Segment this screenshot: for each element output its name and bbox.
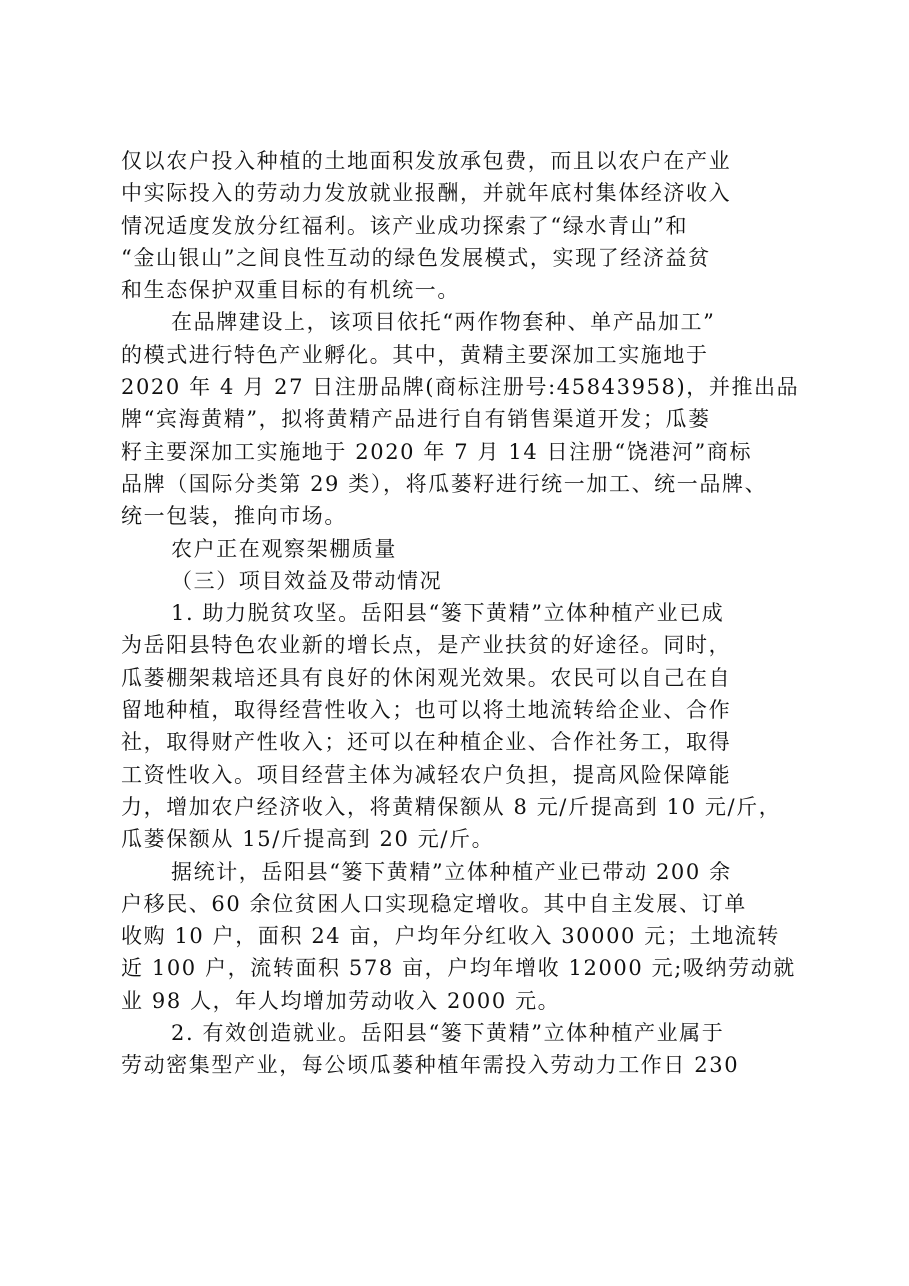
paragraph-line: 2020 年 4 月 27 日注册品牌(商标注册号:45843958)，并推出品 <box>121 375 800 400</box>
paragraph-line: 业 98 人，年人均增加劳动收入 2000 元。 <box>121 988 561 1013</box>
paragraph-line: 1. 助力脱贫攻坚。岳阳县“篓下黄精”立体种植产业已成 <box>171 601 725 626</box>
paragraph-line: 留地种植，取得经营性收入；也可以将土地流转给企业、合作 <box>121 698 732 723</box>
paragraph-line: 瓜蒌棚架栽培还具有良好的休闲观光效果。农民可以自己在自 <box>121 665 732 690</box>
document-body <box>121 145 811 1082</box>
paragraph-line: 籽主要深加工实施地于 2020 年 7 月 14 日注册“饶港河”商标 <box>121 439 753 464</box>
paragraph-line: 劳动密集型产业，每公顷瓜蒌种植年需投入劳动力工作日 230 <box>121 1053 740 1078</box>
paragraph-line: 为岳阳县特色农业新的增长点，是产业扶贫的好途径。同时， <box>121 633 732 658</box>
image-caption: 农户正在观察架棚质量 <box>171 536 397 561</box>
paragraph-line: 仅以农户投入种植的土地面积发放承包费，而且以农户在产业 <box>121 149 732 173</box>
paragraph-line: 近 100 户，流转面积 578 亩，户均年增收 12000 元;吸纳劳动就 <box>121 956 796 981</box>
paragraph-line: 瓜蒌保额从 15/斤提高到 20 元/斤。 <box>121 827 495 852</box>
paragraph-line: 工资性收入。项目经营主体为减轻农户负担，提高风险保障能 <box>121 762 732 787</box>
paragraph-line: 的模式进行特色产业孵化。其中，黄精主要深加工实施地于 <box>121 342 709 367</box>
paragraph-line: 中实际投入的劳动力发放就业报酬，并就年底村集体经济收入 <box>121 181 732 206</box>
paragraph-line: 统一包装，推向市场。 <box>121 504 347 529</box>
paragraph-line: 社，取得财产性收入；还可以在种植企业、合作社务工，取得 <box>121 730 732 755</box>
section-heading: （三）项目效益及带动情况 <box>171 568 443 593</box>
paragraph-line: 户移民、60 余位贫困人口实现稳定增收。其中自主发展、订单 <box>121 891 747 916</box>
paragraph-line: 在品牌建设上，该项目依托“两作物套种、单产品加工” <box>171 310 716 335</box>
paragraph-line: 情况适度发放分红福利。该产业成功探索了“绿水青山”和 <box>121 213 689 238</box>
paragraph-line: 据统计，岳阳县“篓下黄精”立体种植产业已带动 200 余 <box>171 859 732 884</box>
paragraph-line: 和生态保护双重目标的有机统一。 <box>121 278 460 303</box>
paragraph-line: “金山银山”之间良性互动的绿色发展模式，实现了经济益贫 <box>121 245 711 270</box>
paragraph-line: 2. 有效创造就业。岳阳县“篓下黄精”立体种植产业属于 <box>171 1021 725 1046</box>
paragraph-line: 牌“宾海黄精”，拟将黄精产品进行自有销售渠道开发；瓜蒌 <box>121 407 711 432</box>
paragraph-line: 品牌（国际分类第 29 类），将瓜蒌籽进行统一加工、统一品牌、 <box>121 471 768 496</box>
paragraph-line: 收购 10 户，面积 24 亩，户均年分红收入 30000 元；土地流转 <box>121 924 780 949</box>
paragraph-line: 力，增加农户经济收入，将黄精保额从 8 元/斤提高到 10 元/斤， <box>121 794 782 819</box>
